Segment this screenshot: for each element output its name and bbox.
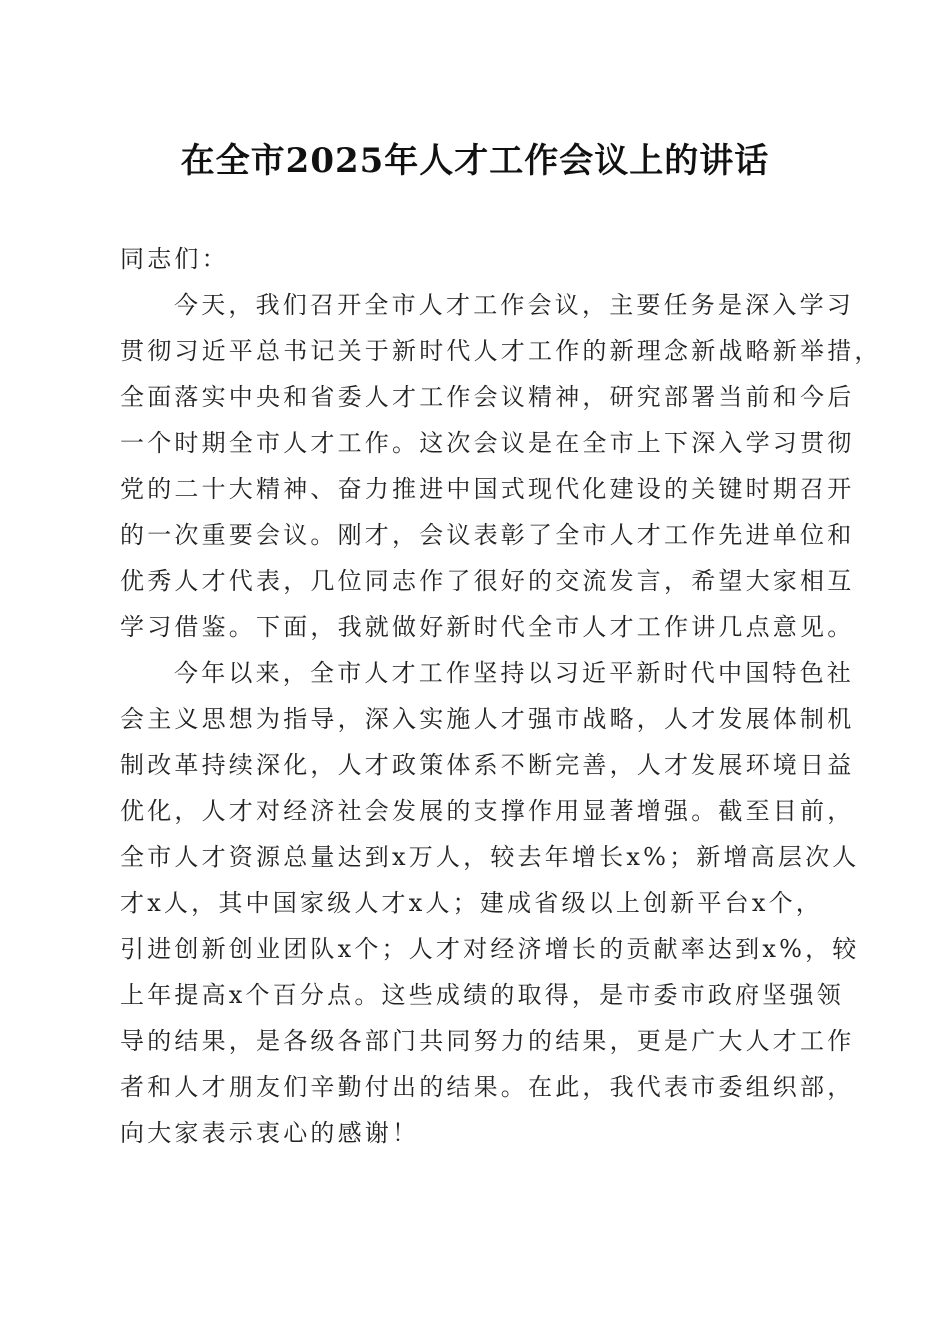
paragraph-line: 会主义思想为指导，深入实施人才强市战略，人才发展体制机 xyxy=(120,705,855,733)
paragraph-line: 者和人才朋友们辛勤付出的结果。在此，我代表市委组织部， xyxy=(120,1073,855,1101)
paragraph-line: 今年以来，全市人才工作坚持以习近平新时代中国特色社 xyxy=(174,659,854,687)
paragraph-line: 上年提高x个百分点。这些成绩的取得，是市委市政府坚强领 xyxy=(120,981,844,1009)
paragraph-line: 优秀人才代表，几位同志作了很好的交流发言，希望大家相互 xyxy=(120,567,855,595)
document-body xyxy=(120,236,882,1156)
paragraph-line: 全面落实中央和省委人才工作会议精神，研究部署当前和今后 xyxy=(120,383,855,411)
paragraph-line: 党的二十大精神、奋力推进中国式现代化建设的关键时期召开 xyxy=(120,475,855,503)
paragraph-line: 优化，人才对经济社会发展的支撑作用显著增强。截至目前， xyxy=(120,797,855,825)
paragraph-line: 学习借鉴。下面，我就做好新时代全市人才工作讲几点意见。 xyxy=(120,613,855,641)
paragraph-opening xyxy=(120,282,882,650)
paragraph-line: 全市人才资源总量达到x万人，较去年增长x%；新增高层次人 xyxy=(120,843,860,871)
paragraph-line: 引进创新创业团队x个；人才对经济增长的贡献率达到x%，较 xyxy=(120,935,860,963)
paragraph-line: 贯彻习近平总书记关于新时代人才工作的新理念新战略新举措， xyxy=(120,337,882,365)
paragraph-line: 向大家表示衷心的感谢！ xyxy=(120,1119,420,1147)
paragraph-line: 一个时期全市人才工作。这次会议是在全市上下深入学习贯彻 xyxy=(120,429,855,457)
salutation: 同志们： xyxy=(120,245,229,273)
paragraph-achievements xyxy=(120,650,860,1156)
paragraph-line: 才x人，其中国家级人才x人；建成省级以上创新平台x个， xyxy=(120,889,824,917)
paragraph-line: 制改革持续深化，人才政策体系不断完善，人才发展环境日益 xyxy=(120,751,855,779)
paragraph-line: 的一次重要会议。刚才，会议表彰了全市人才工作先进单位和 xyxy=(120,521,855,549)
paragraph-line: 导的结果，是各级各部门共同努力的结果，更是广大人才工作 xyxy=(120,1027,855,1055)
paragraph-line: 今天，我们召开全市人才工作会议，主要任务是深入学习 xyxy=(174,291,854,319)
document-title: 在全市2025年人才工作会议上的讲话 xyxy=(180,141,770,181)
